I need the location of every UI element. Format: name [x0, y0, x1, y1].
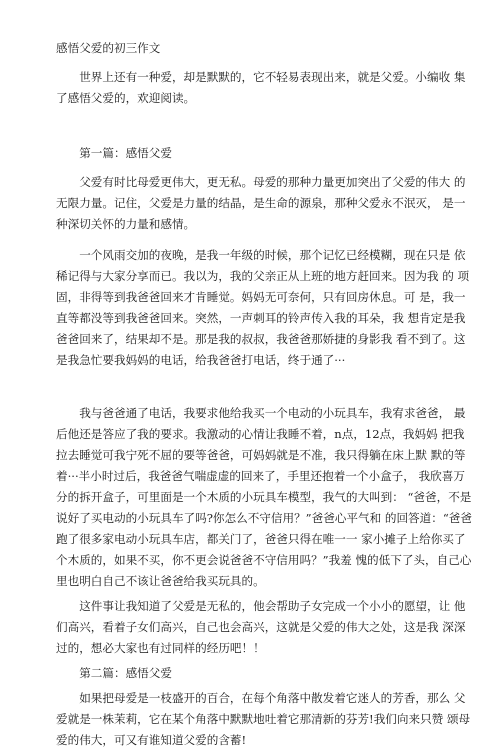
section-1-paragraph-1: 父爱有时比母爱更伟大，更无私。母爱的那种力量更加突出了父爱的伟大 的无限力量。记住，父爱是力量的结晶，是生命的源泉，那种父爱永不泯灭， 是一种深切关怀的力量和感情。 [56, 175, 466, 231]
section-1-paragraph-4: 这件事让我知道了父爱是无私的，他会帮助子女完成一个小小的愿望，让 他们高兴，看着子女们高兴，自己也会高兴，这就是父爱的伟大之处，这是我 深深过的，想必大家也有过同样的经历吧！！ [56, 599, 466, 655]
section-1-paragraph-2: 一个风雨交加的夜晚，是我一年级的时候，那个记忆已经模糊，现在只是 依稀记得与大家分享而已。我以为，我的父亲正从上班的地方赶回来。因为我 的 项固，非得等到我爸爸回来才肯睡觉。妈妈无可奈何，只有回房休息。可 是，我一直等都没等到我爸爸回来。突然，一声刺耳的铃声传入我的耳朵，我 想肯定是我爸爸回来了，结果却不是。那是我的叔叔，我爸爸那娇捷的身影我 看不到了。这是我急忙要我妈妈的电话，给我爸爸打电话，终于通了··· [56, 248, 470, 367]
section-2-heading: 第二篇：感悟父爱 [79, 666, 172, 680]
intro-paragraph: 世界上还有一种爱，却是默默的，它不轻易表现出来，就是父爱。小编收 集了感悟父爱的，欢迎阅读。 [56, 70, 466, 105]
section-1-paragraph-3: 我与爸爸通了电话，我要求他给我买一个电动的小玩具车，我宥求爸爸， 最后他还是答应了我的要求。我激动的心情让我睡不着，n点，12点，我妈妈 把我拉去睡觉可我宁死不屈的要等爸爸，可妈妈就是不准，我只得躺在床上默 默的等着···半小时过后，我爸爸气喘虚虚的回来了，手里还抱着一个小盒子， 我欣喜万分的拆开盒子，可里面是一个木质的小玩具车模型，我气的大叫到： “爸爸，不是说好了买电动的小玩具车了吗?你怎么不守信用？”爸爸心平气和 的回答道：“爸爸跑了很多家电动小玩具车店，都关门了，爸爸只得在唯一一 家小摊子上给你买了个木质的，如果不买，你不更会说爸爸不守信用吗？”我羞 愧的低下了头，自己心里也明白自己不该让爸爸给我买玩具的。 [56, 406, 472, 588]
section-2-paragraph-1: 如果把母爱是一枝盛开的百合，在每个角落中散发着它迷人的芳香，那么 父爱就是一株茉莉，它在某个角落中默默地吐着它那清新的芬芳!我们向来只赞 颂母爱的伟大，可又有谁知道父爱的含蓄! [56, 691, 471, 747]
document-title: 感悟父爱的初三作文 [56, 41, 161, 55]
section-1-heading: 第一篇：感悟父爱 [79, 146, 172, 160]
